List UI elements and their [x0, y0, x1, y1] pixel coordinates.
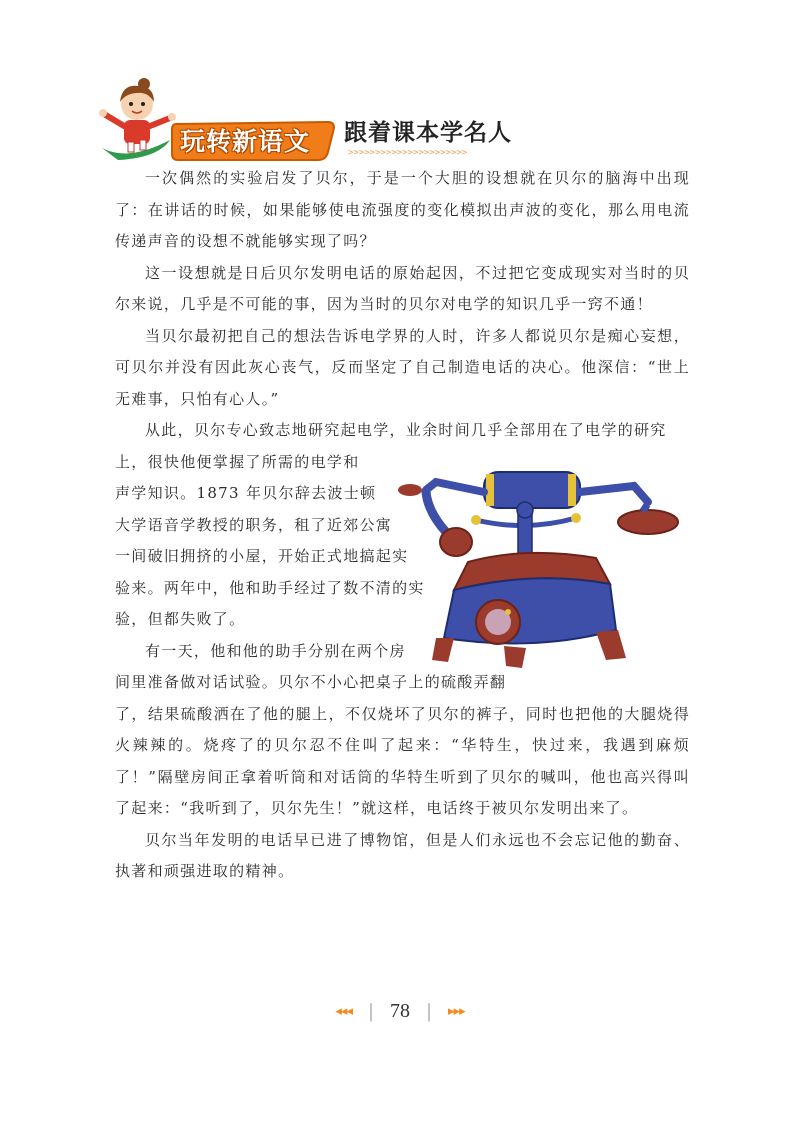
next-arrows-icon: ▸▸▸	[448, 1004, 465, 1019]
header-arrow-decoration: >>>>>>>>>>>>>>>>>>>>>>	[348, 148, 468, 158]
footer-divider-right: |	[427, 1000, 432, 1022]
header-badge-title: 玩转新语文	[180, 127, 311, 156]
page-footer	[0, 1000, 800, 1023]
prev-arrows-icon: ◂◂◂	[335, 1004, 352, 1019]
paragraph-4-line-2: 上，很快他便掌握了所需的电学和	[115, 452, 360, 471]
paragraph-4-line-5: 一间破旧拥挤的小屋，开始正式地搞起实	[115, 547, 409, 565]
paragraph-2: 这一设想就是日后贝尔发明电话的原始起因，不过把它变成现实对当时的贝尔来说，几乎是不可能的事，因为当时的贝尔对电学的知识几乎一窍不通！	[115, 263, 690, 313]
antique-telephone-illustration	[396, 462, 686, 674]
paragraph-4-line-4: 大学语音学教授的职务，租了近郊公寓	[115, 515, 393, 534]
paragraph-1: 一次偶然的实验启发了贝尔，于是一个大胆的设想就在贝尔的脑海中出现了：在讲话的时候，如果能够使电流强度的变化模拟出声波的变化，那么用电流传递声音的设想不就能够实现了吗？	[115, 169, 690, 250]
paragraph-5-line-1: 有一天，他和他的助手分别在两个房	[145, 641, 406, 660]
header-subtitle: 跟着课本学名人	[344, 120, 512, 146]
paragraph-5-line-2: 间里准备做对话试验。贝尔不小心把桌子上的硫酸弄翻	[115, 673, 507, 691]
section-header	[98, 78, 558, 168]
mascot-girl-illustration	[98, 78, 178, 168]
paragraph-4-line-7: 验，但都失败了。	[115, 610, 246, 628]
paragraph-6: 贝尔当年发明的电话早已进了博物馆，但是人们永远也不会忘记他的勤奋、执著和顽强进取的精神。	[115, 830, 690, 880]
page-number: 78	[390, 1000, 410, 1022]
paragraph-4-line-1: 从此，贝尔专心致志地研究起电学，业余时间几乎全部用在了电学的研究	[145, 421, 667, 439]
paragraph-4-line-3: 声学知识。1873 年贝尔辞去波士顿	[115, 484, 377, 502]
paragraph-4-line-6: 验来。两年中，他和助手经过了数不清的实	[115, 578, 425, 597]
paragraph-5-rest: 了，结果硫酸洒在了他的腿上，不仅烧坏了贝尔的裤子，同时也把他的大腿烧得火辣辣的。烧疼了的贝尔忍不住叫了起来：“华特生，快过来，我遇到麻烦了！”隔壁房间正拿着听筒和对话筒的华特生听到了贝尔的喊叫，他也高兴得叫了起来：“我听到了，贝尔先生！”就这样，电话终于被贝尔发明出来了。	[115, 704, 690, 817]
paragraph-3: 当贝尔最初把自己的想法告诉电学界的人时，许多人都说贝尔是痴心妄想，可贝尔并没有因此灰心丧气，反而坚定了自己制造电话的决心。他深信：“世上无难事，只怕有心人。”	[115, 326, 690, 408]
footer-divider-left: |	[368, 1000, 373, 1022]
